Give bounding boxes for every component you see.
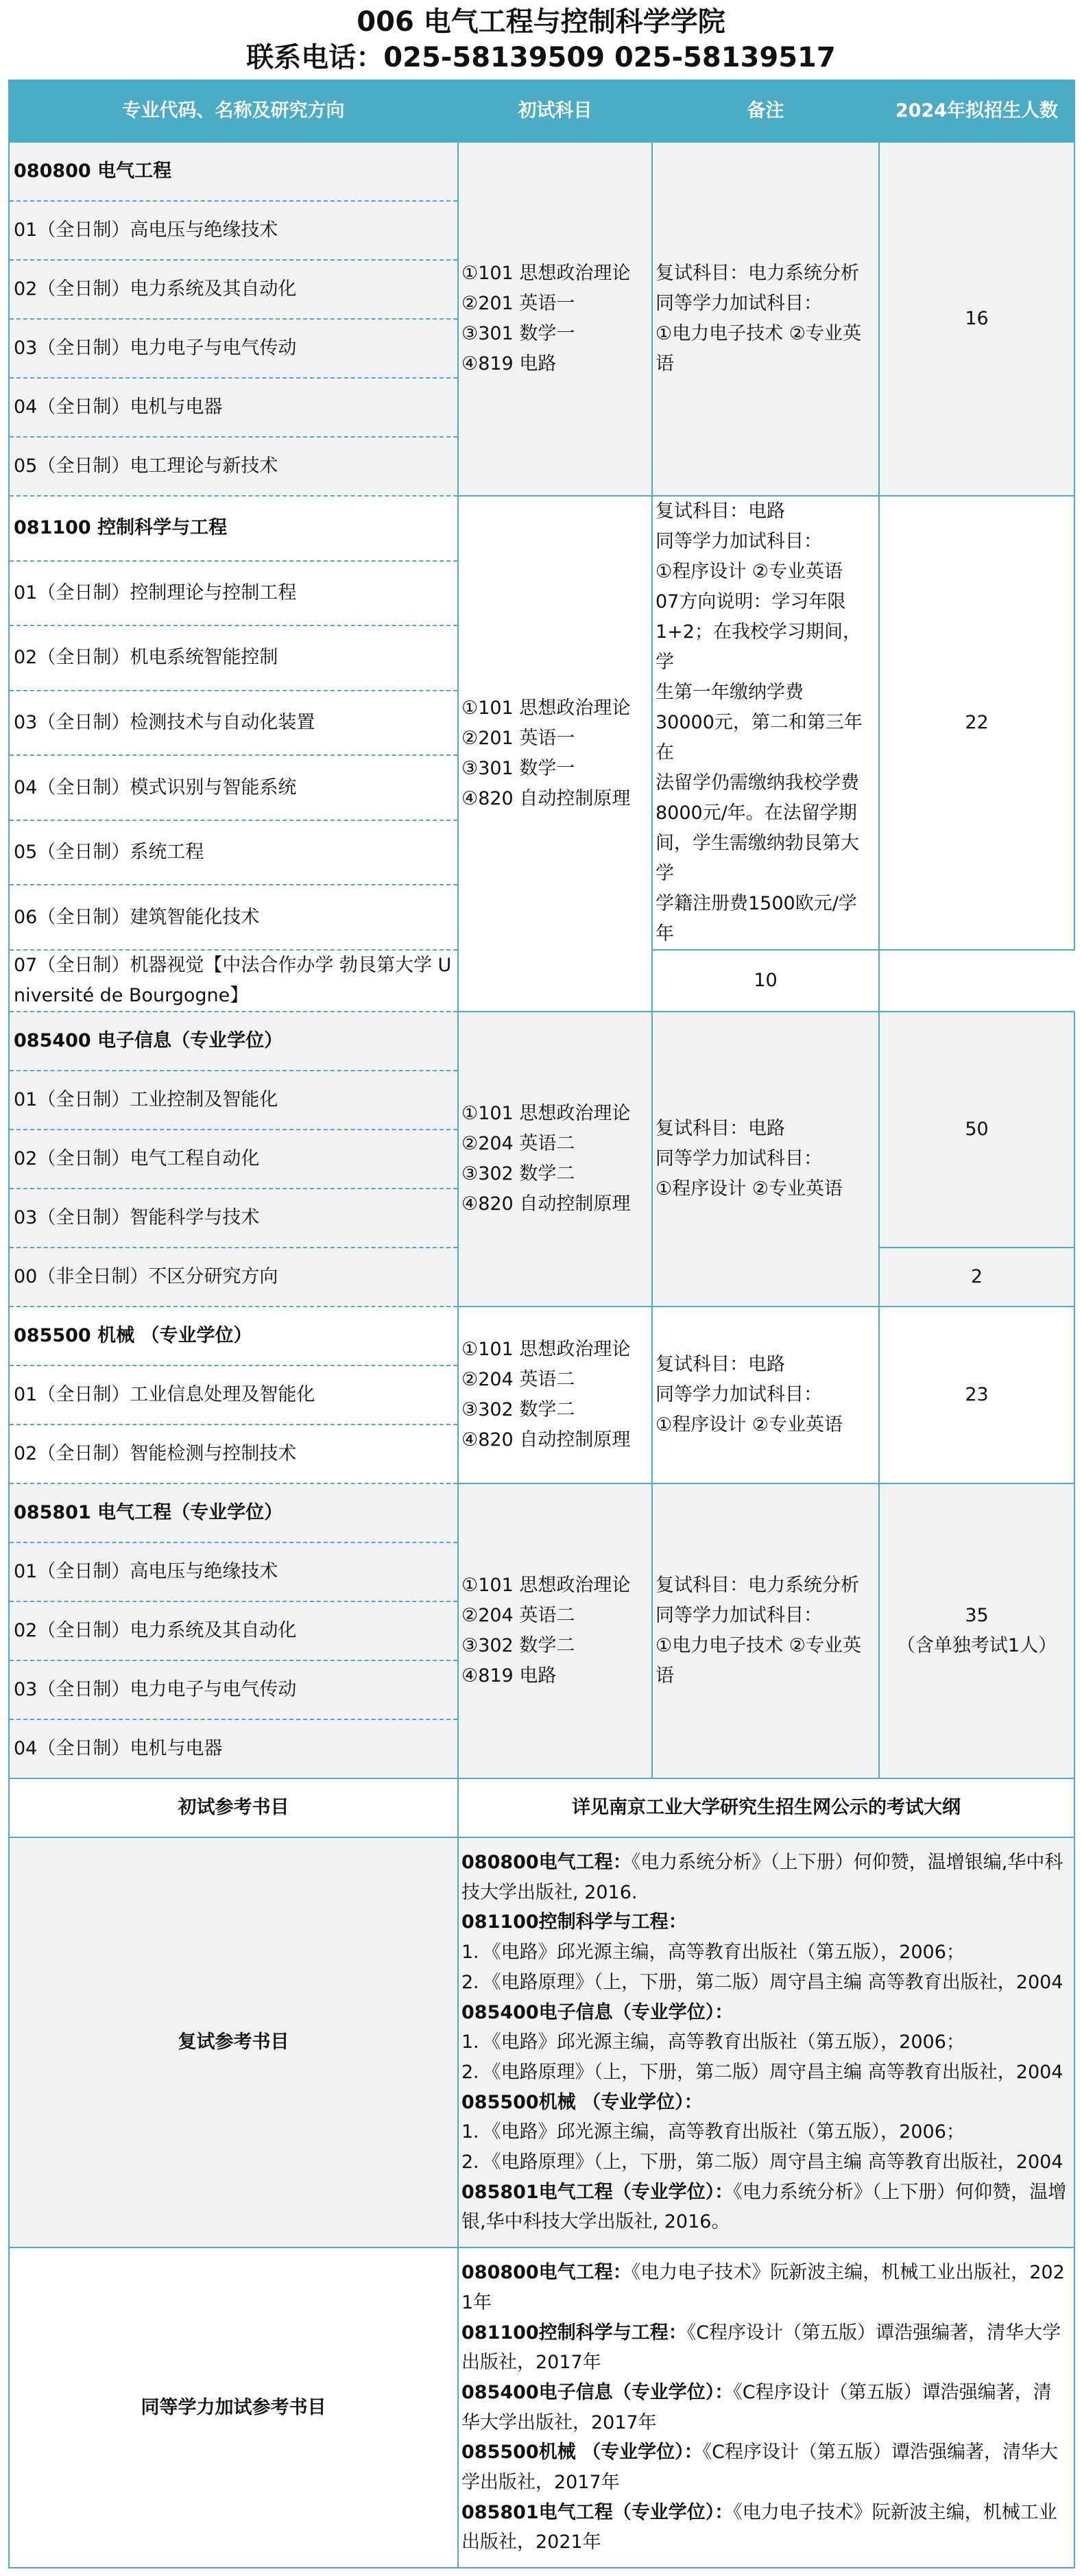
- text-line: ②204 英语二: [461, 1369, 575, 1390]
- remarks: [652, 496, 879, 950]
- major-name: 085801 电气工程（专业学位）: [9, 1483, 458, 1542]
- remarks: [652, 1483, 879, 1778]
- table-row: [9, 142, 1074, 201]
- text-line: 生第一年缴纳学费: [656, 682, 804, 703]
- research-direction: 01（全日制）高电压与绝缘技术: [9, 1542, 458, 1601]
- ref-major: 085500机械 （专业学位）：: [461, 2091, 703, 2113]
- text-line: ①101 思想政治理论: [461, 697, 631, 719]
- text-line: 复试科目：电路: [656, 501, 785, 522]
- table-row: [9, 496, 1074, 561]
- research-direction: 05（全日制）系统工程: [9, 820, 458, 885]
- text-line: 复试科目：电路: [656, 1354, 785, 1375]
- research-direction: 03（全日制）电力电子与电气传动: [9, 319, 458, 378]
- ref-entry: [461, 2088, 1070, 2118]
- research-direction: 01（全日制）控制理论与控制工程: [9, 561, 458, 626]
- text-line: 1+2；在我校学习期间，学: [656, 621, 861, 673]
- ref-major: 080800电气工程：: [461, 2262, 632, 2284]
- ref-major: 085400电子信息（专业学位）：: [461, 2381, 734, 2403]
- contact-phone: 联系电话：025-58139509 025-58139517: [246, 42, 836, 73]
- remarks: [652, 1012, 879, 1307]
- enrollment-count: [879, 1012, 1074, 1248]
- ref-major: 085801电气工程（专业学位）：: [461, 2501, 734, 2523]
- ref-book: 《C程序设计（第五版）谭浩强编著，清华大学出版社，2017年: [461, 2322, 1061, 2374]
- ref-content: [458, 1837, 1074, 2247]
- ref-book: 《电力电子技术》阮新波主编，机械工业出版社，2021年: [461, 2262, 1065, 2313]
- enrollment-count: [879, 1307, 1074, 1483]
- text-line: ③302 数学二: [461, 1163, 575, 1184]
- research-direction: 00（非全日制）不区分研究方向: [9, 1248, 458, 1307]
- major-name: 085400 电子信息（专业学位）: [9, 1012, 458, 1071]
- ref-entry: [461, 1968, 1070, 1998]
- research-direction: 01（全日制）工业控制及智能化: [9, 1071, 458, 1130]
- ref-book: 《C程序设计（第五版）谭浩强编著，清华大学出版社，2017年: [461, 2381, 1052, 2433]
- ref-entry: [461, 2498, 1070, 2557]
- ref-book: 2．《电路原理》（上，下册，第二版）周守昌主编 高等教育出版社，2004: [461, 1971, 1063, 1993]
- ref-entry: [461, 1937, 1070, 1968]
- ref-major: 081100控制科学与工程：: [461, 1911, 687, 1933]
- text-line: ②204 英语二: [461, 1605, 575, 1626]
- major-name: 080800 电气工程: [9, 142, 458, 201]
- ref-major: 085801电气工程（专业学位）：: [461, 2181, 734, 2203]
- text-line: 8000元/年。在法留学期: [656, 802, 857, 824]
- ref-book: 1．《电路》邱光源主编，高等教育出版社（第五版），2006；: [461, 2031, 965, 2053]
- research-direction: 02（全日制）智能检测与控制技术: [9, 1424, 458, 1483]
- ref-entry: [461, 2378, 1070, 2437]
- text-line: 07方向说明：学习年限: [656, 591, 846, 612]
- ref-entry: [461, 2147, 1070, 2178]
- exam-subjects: [458, 1012, 652, 1307]
- ref-book: 2．《电路原理》（上，下册，第二版）周守昌主编 高等教育出版社，2004: [461, 2061, 1063, 2083]
- ref-major: 085400电子信息（专业学位）：: [461, 2001, 734, 2023]
- research-direction: 03（全日制）智能科学与技术: [9, 1189, 458, 1248]
- text-line: ④820 自动控制原理: [461, 1429, 631, 1451]
- research-direction: 02（全日制）机电系统智能控制: [9, 625, 458, 691]
- ref-content: [458, 2247, 1074, 2568]
- text-line: 同等学力加试科目：: [656, 531, 822, 552]
- ref-major: 085500机械 （专业学位）：: [461, 2442, 703, 2464]
- table-body: [9, 142, 1074, 2568]
- ref-label: 同等学力加试参考书目: [9, 2247, 458, 2568]
- ref-entry: [461, 2178, 1070, 2237]
- remarks: [652, 1307, 879, 1483]
- enrollment-count: 2: [879, 1248, 1074, 1307]
- column-header: 2024年拟招生人数: [879, 80, 1074, 142]
- ref-entry: [461, 2318, 1070, 2378]
- text-line: ④819 电路: [461, 353, 557, 374]
- ref-book: 《电力电子技术》阮新波主编，机械工业出版社，2021年: [461, 2501, 1057, 2553]
- text-line: 学籍注册费1500欧元/学年: [656, 893, 857, 944]
- ref-entry: [461, 2437, 1070, 2497]
- table-row: [9, 1012, 1074, 1071]
- major-name: 081100 控制科学与工程: [9, 496, 458, 561]
- research-direction: 06（全日制）建筑智能化技术: [9, 885, 458, 950]
- count-note: （含单独考试1人）: [896, 1635, 1057, 1656]
- exam-subjects: [458, 1307, 652, 1483]
- initial-ref-label: 初试参考书目: [9, 1778, 458, 1837]
- table-row: [9, 1778, 1074, 1837]
- ref-book: 《C程序设计（第五版）谭浩强编著，清华大学出版社，2017年: [461, 2442, 1058, 2494]
- ref-book: 2．《电路原理》（上，下册，第二版）周守昌主编 高等教育出版社，2004: [461, 2151, 1063, 2173]
- count-value: 16: [965, 308, 989, 329]
- text-line: ②204 英语二: [461, 1133, 575, 1154]
- text-line: ①101 思想政治理论: [461, 263, 631, 284]
- remarks: [652, 142, 879, 496]
- text-line: ③302 数学二: [461, 1399, 575, 1420]
- text-line: ④820 自动控制原理: [461, 1193, 631, 1215]
- text-line: 同等学力加试科目：: [656, 1605, 822, 1626]
- table-row: [9, 1837, 1074, 2247]
- research-direction: 03（全日制）检测技术与自动化装置: [9, 691, 458, 756]
- enrollment-count: 10: [652, 950, 879, 1012]
- exam-subjects: [458, 496, 652, 1012]
- research-direction: 04（全日制）电机与电器: [9, 378, 458, 437]
- ref-entry: [461, 1998, 1070, 2028]
- text-line: ③301 数学一: [461, 758, 575, 779]
- text-line: 复试科目：电路: [656, 1118, 785, 1139]
- text-line: ④820 自动控制原理: [461, 788, 631, 809]
- exam-subjects: [458, 142, 652, 496]
- text-line: ④819 电路: [461, 1665, 557, 1686]
- text-line: 复试科目：电力系统分析: [656, 1575, 859, 1596]
- enrollment-count: [879, 142, 1074, 496]
- text-line: 30000元，第二和第三年在: [656, 712, 863, 763]
- research-direction: 02（全日制）电力系统及其自动化: [9, 260, 458, 319]
- text-line: ③302 数学二: [461, 1635, 575, 1656]
- text-line: 法留学仍需缴纳我校学费: [656, 772, 859, 794]
- page-title: 006 电气工程与控制科学学院: [357, 6, 725, 38]
- text-line: ①程序设计 ②专业英语: [656, 1178, 843, 1200]
- table-header-row: [9, 80, 1074, 142]
- enrollment-count: [879, 496, 1074, 950]
- ref-major: 081100控制科学与工程：: [461, 2322, 687, 2344]
- text-line: ②201 英语一: [461, 728, 575, 749]
- table-row: [9, 1307, 1074, 1365]
- count-value: 22: [965, 712, 989, 733]
- text-line: 同等学力加试科目：: [656, 1148, 822, 1169]
- text-line: ③301 数学一: [461, 323, 575, 344]
- count-value: 50: [965, 1119, 989, 1140]
- ref-entry: [461, 2027, 1070, 2058]
- text-line: ①程序设计 ②专业英语: [656, 1414, 843, 1435]
- ref-entry: [461, 2258, 1070, 2317]
- research-direction: 01（全日制）高电压与绝缘技术: [9, 201, 458, 260]
- exam-subjects: [458, 1483, 652, 1778]
- column-header: 专业代码、名称及研究方向: [9, 80, 458, 142]
- ref-book: 1．《电路》邱光源主编，高等教育出版社（第五版），2006；: [461, 1942, 965, 1964]
- research-direction: 07（全日制）机器视觉【中法合作办学 勃艮第大学 Université de Bourgogne】: [9, 950, 458, 1012]
- text-line: ①101 思想政治理论: [461, 1575, 631, 1596]
- ref-book: 《电力系统分析》（上下册）何仰赞，温增银编,华中科技大学出版社, 2016.: [461, 1852, 1063, 1903]
- count-value: 35: [965, 1605, 989, 1626]
- ref-book: 《电力系统分析》（上下册）何仰赞，温增银,华中科技大学出版社, 2016。: [461, 2181, 1067, 2233]
- text-line: ②201 英语一: [461, 293, 575, 314]
- research-direction: 02（全日制）电力系统及其自动化: [9, 1601, 458, 1660]
- enrollment-count: [879, 1483, 1074, 1778]
- text-line: 同等学力加试科目：: [656, 293, 822, 314]
- research-direction: 05（全日制）电工理论与新技术: [9, 437, 458, 496]
- count-value: 23: [965, 1384, 989, 1405]
- ref-book: 1．《电路》邱光源主编，高等教育出版社（第五版），2006；: [461, 2121, 965, 2143]
- column-header: 初试科目: [458, 80, 652, 142]
- initial-ref-text: 详见南京工业大学研究生招生网公示的考试大纲: [458, 1778, 1074, 1837]
- ref-major: 080800电气工程：: [461, 1852, 632, 1873]
- text-line: ①101 思想政治理论: [461, 1339, 631, 1360]
- research-direction: 04（全日制）模式识别与智能系统: [9, 755, 458, 820]
- research-direction: 03（全日制）电力电子与电气传动: [9, 1660, 458, 1719]
- research-direction: 04（全日制）电机与电器: [9, 1719, 458, 1778]
- text-line: 间，学生需缴纳勃艮第大学: [656, 833, 859, 884]
- ref-entry: [461, 1907, 1070, 1937]
- text-line: 同等学力加试科目：: [656, 1384, 822, 1405]
- text-line: ①电力电子技术 ②专业英语: [656, 323, 861, 374]
- table-row: [9, 2247, 1074, 2568]
- research-direction: 02（全日制）电气工程自动化: [9, 1130, 458, 1189]
- text-line: 复试科目：电力系统分析: [656, 263, 859, 284]
- major-name: 085500 机械 （专业学位）: [9, 1307, 458, 1365]
- text-line: ①电力电子技术 ②专业英语: [656, 1635, 861, 1686]
- text-line: ①101 思想政治理论: [461, 1103, 631, 1124]
- ref-entry: [461, 2117, 1070, 2147]
- admissions-table: [8, 80, 1075, 2568]
- research-direction: 01（全日制）工业信息处理及智能化: [9, 1365, 458, 1424]
- ref-label: 复试参考书目: [9, 1837, 458, 2247]
- column-header: 备注: [652, 80, 879, 142]
- text-line: ①程序设计 ②专业英语: [656, 561, 843, 582]
- ref-entry: [461, 1848, 1070, 1907]
- table-row: [9, 1483, 1074, 1542]
- ref-entry: [461, 2058, 1070, 2088]
